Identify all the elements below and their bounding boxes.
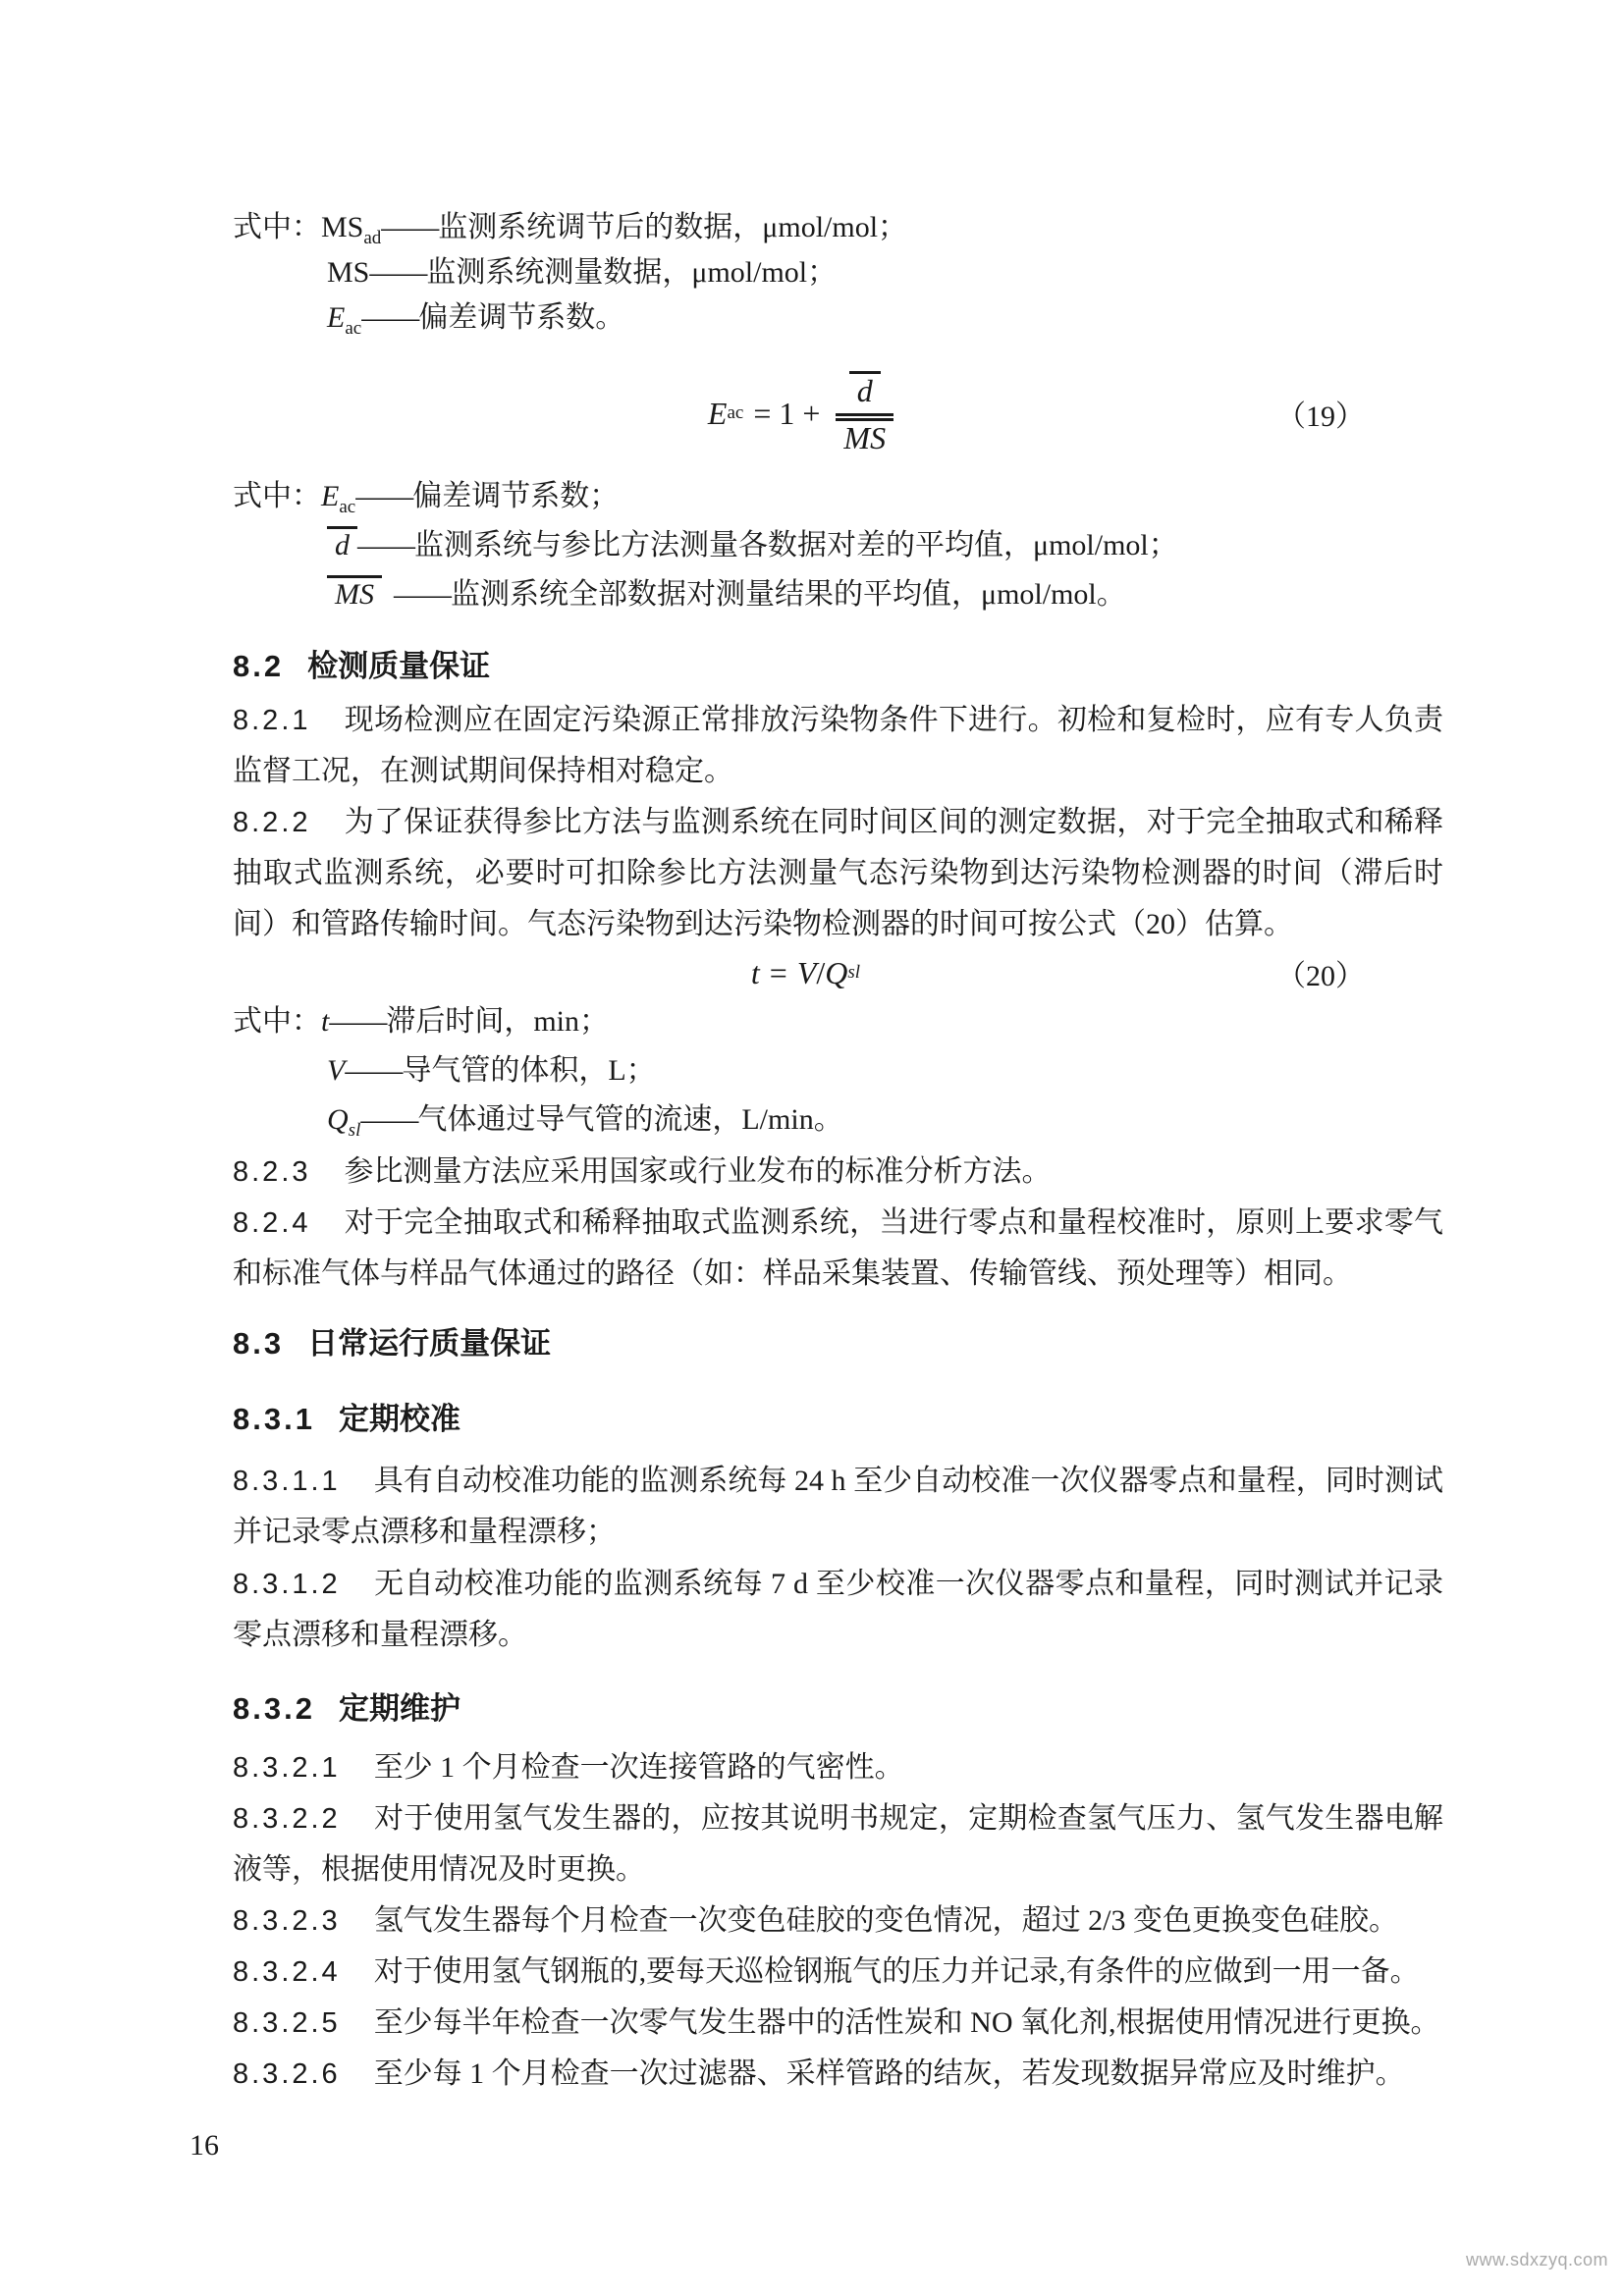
equation-19 (233, 354, 1443, 472)
clause-number: 8.3.2.6 (233, 2058, 341, 2090)
clause-number: 8.3.1.2 (233, 1569, 341, 1600)
paragraph-8-3-2-6 (233, 2049, 1443, 2100)
clause-text: 至少每半年检查一次零气发生器中的活性炭和 NO 氧化剂,根据使用情况进行更换。 (373, 2006, 1440, 2039)
paragraph-8-2-1 (233, 695, 1443, 797)
definition-desc: 偏差调节系数。 (418, 301, 625, 334)
paragraph-8-3-1-2 (233, 1559, 1443, 1661)
symbol-Eac-sub: ac (345, 318, 362, 339)
where-label: 式中： (233, 480, 321, 512)
definition-desc: 监测系统与参比方法测量各数据对差的平均值，μmol/mol； (414, 529, 1178, 561)
paragraph-8-3-1-1 (233, 1456, 1443, 1558)
symbol-Eac: E (321, 480, 340, 512)
watermark-text: www.sdxzyq.com (1465, 2250, 1608, 2269)
fraction-numerator (836, 371, 893, 416)
definition-dash: —— (329, 1005, 387, 1038)
clause-text: 对于使用氢气发生器的，应按其说明书规定，定期检查氢气压力、氢气发生器电解液等，根据使用情况及时更换。 (233, 1802, 1443, 1886)
section-number: 8.2 (233, 649, 285, 683)
section-number: 8.3 (233, 1326, 285, 1361)
symbol-MS-mean: MS (843, 419, 887, 455)
symbol-MS: MS (327, 256, 370, 289)
clause-number: 8.3.2.1 (233, 1752, 341, 1784)
fraction (836, 371, 893, 456)
deflist2-line3 (233, 570, 1443, 619)
equation-19-number: （19） (1276, 400, 1365, 433)
section-heading-8-2 (233, 645, 1443, 688)
deflist1-line2 (233, 250, 1443, 295)
section-title: 定期校准 (338, 1402, 460, 1436)
clause-text: 具有自动校准功能的监测系统每 24 h 至少自动校准一次仪器零点和量程，同时测试并记录零点漂移和量程漂移； (233, 1465, 1443, 1548)
clause-text: 至少 1 个月检查一次连接管路的气密性。 (373, 1751, 904, 1784)
definition-dash: —— (360, 1103, 418, 1136)
symbol-Q: Q (825, 954, 848, 990)
paragraph-8-3-2-2 (233, 1793, 1443, 1896)
deflist2-line1 (233, 472, 1443, 521)
clause-text: 参比测量方法应采用国家或行业发布的标准分析方法。 (344, 1155, 1052, 1188)
clause-text: 现场检测应在固定污染源正常排放污染物条件下进行。初检和复检时，应有专人负责监督工况，在测试期间保持相对稳定。 (233, 704, 1443, 787)
symbol-d: d (856, 372, 873, 408)
definition-desc: 导气管的体积，L； (402, 1054, 656, 1087)
fraction-denominator (836, 416, 893, 456)
equation-20-body: t = V / Q sl (750, 954, 861, 990)
equation-20-relation: = (769, 954, 787, 990)
paragraph-8-3-2-5 (233, 1998, 1443, 2049)
definition-desc: 监测系统全部数据对测量结果的平均值，μmol/mol。 (451, 578, 1126, 611)
deflist3-line2 (233, 1046, 1443, 1095)
paragraph-8-3-2-4 (233, 1947, 1443, 1998)
clause-number: 8.3.2.4 (233, 1956, 341, 1988)
section-title: 检测质量保证 (307, 649, 491, 683)
clause-number: 8.2.2 (233, 807, 311, 838)
section-heading-8-3-1 (233, 1398, 1443, 1441)
symbol-MS-mean: MS (335, 578, 374, 611)
definition-desc: 气体通过导气管的流速，L/min。 (417, 1103, 843, 1136)
deflist1-line1 (233, 205, 1443, 250)
symbol-V: V (327, 1054, 346, 1087)
definition-dash: —— (381, 211, 439, 243)
deflist1-line3 (233, 295, 1443, 341)
symbol-t: t (321, 1005, 330, 1038)
paragraph-8-2-4 (233, 1198, 1443, 1300)
symbol-Eac-sub: ac (339, 497, 356, 517)
deflist2-line2 (233, 521, 1443, 570)
definition-dash: —— (394, 578, 451, 611)
section-heading-8-3-2 (233, 1687, 1443, 1731)
clause-number: 8.2.4 (233, 1207, 311, 1239)
clause-text: 为了保证获得参比方法与监测系统在同时间区间的测定数据，对于完全抽取式和稀释抽取式监测系统，必要时可扣除参比方法测量气态污染物到达污染物检测器的时间（滞后时间）和管路传输时间。气态污染物到达污染物检测器的时间可按公式（20）估算。 (233, 806, 1443, 940)
symbol-MSad-sub: ad (363, 228, 382, 248)
definition-desc: 偏差调节系数； (412, 480, 620, 512)
definition-dash: —— (369, 256, 427, 289)
overbar-MS (836, 418, 893, 455)
clause-number: 8.2.1 (233, 705, 311, 736)
page-number: 16 (189, 2129, 219, 2162)
section-number: 8.3.2 (233, 1691, 315, 1726)
symbol-Eac: E (327, 301, 346, 334)
clause-text: 氢气发生器每个月检查一次变色硅胶的变色情况，超过 2/3 变色更换变色硅胶。 (373, 1904, 1399, 1937)
definition-dash: —— (355, 480, 413, 512)
paragraph-8-2-3 (233, 1147, 1443, 1198)
deflist3-line3 (233, 1095, 1443, 1145)
section-heading-8-3 (233, 1322, 1443, 1365)
clause-number: 8.2.3 (233, 1156, 311, 1188)
definition-desc: 监测系统测量数据，μmol/mol； (426, 256, 838, 289)
paragraph-8-3-2-1 (233, 1742, 1443, 1793)
clause-text: 无自动校准功能的监测系统每 7 d 至少校准一次仪器零点和量程，同时测试并记录零点漂移和量程漂移。 (233, 1568, 1443, 1651)
where-label: 式中： (233, 1005, 321, 1038)
clause-text: 至少每 1 个月检查一次过滤器、采样管路的结灰，若发现数据异常应及时维护。 (373, 2057, 1405, 2090)
symbol-Qsl: Q (327, 1103, 349, 1136)
equation-19-body: E ac = 1 + $\frac{d}{MS}$ (708, 371, 893, 456)
section-title: 日常运行质量保证 (307, 1326, 552, 1361)
equation-19-relation: = 1 + (753, 395, 821, 431)
where-label: 式中： (233, 211, 321, 243)
section-title: 定期维护 (338, 1691, 460, 1726)
equation-20-lhs: t (750, 954, 760, 990)
symbol-V: V (796, 954, 817, 990)
clause-number: 8.3.2.3 (233, 1905, 341, 1937)
symbol-d-mean: d (335, 529, 350, 561)
definition-dash: —— (361, 301, 419, 334)
definition-dash: —— (345, 1054, 403, 1087)
division-slash: / (816, 954, 826, 990)
symbol-MSad: MS (321, 211, 364, 243)
overbar-d (327, 526, 357, 561)
overbar-MS (327, 575, 382, 611)
definition-dash: —— (357, 529, 414, 561)
clause-text: 对于使用氢气钢瓶的,要每天巡检钢瓶气的压力并记录,有条件的应做到一用一备。 (373, 1955, 1420, 1988)
deflist3-line1 (233, 997, 1443, 1046)
equation-20 (233, 950, 1443, 995)
overbar-d (849, 371, 881, 408)
paragraph-8-3-2-3 (233, 1896, 1443, 1947)
equation-19-lhs: E (707, 395, 728, 431)
definition-desc: 监测系统调节后的数据，μmol/mol； (438, 211, 908, 243)
equation-20-number: （20） (1276, 960, 1365, 992)
clause-number: 8.3.2.5 (233, 2007, 341, 2039)
section-number: 8.3.1 (233, 1402, 315, 1436)
symbol-Qsl-sub: sl (348, 1120, 361, 1141)
clause-number: 8.3.1.1 (233, 1466, 341, 1497)
clause-number: 8.3.2.2 (233, 1803, 341, 1835)
clause-text: 对于完全抽取式和稀释抽取式监测系统，当进行零点和量程校准时，原则上要求零气和标准气体与样品气体通过的路径（如：样品采集装置、传输管线、预处理等）相同。 (233, 1206, 1443, 1290)
paragraph-8-2-2 (233, 797, 1443, 950)
definition-desc: 滞后时间，min； (386, 1005, 610, 1038)
